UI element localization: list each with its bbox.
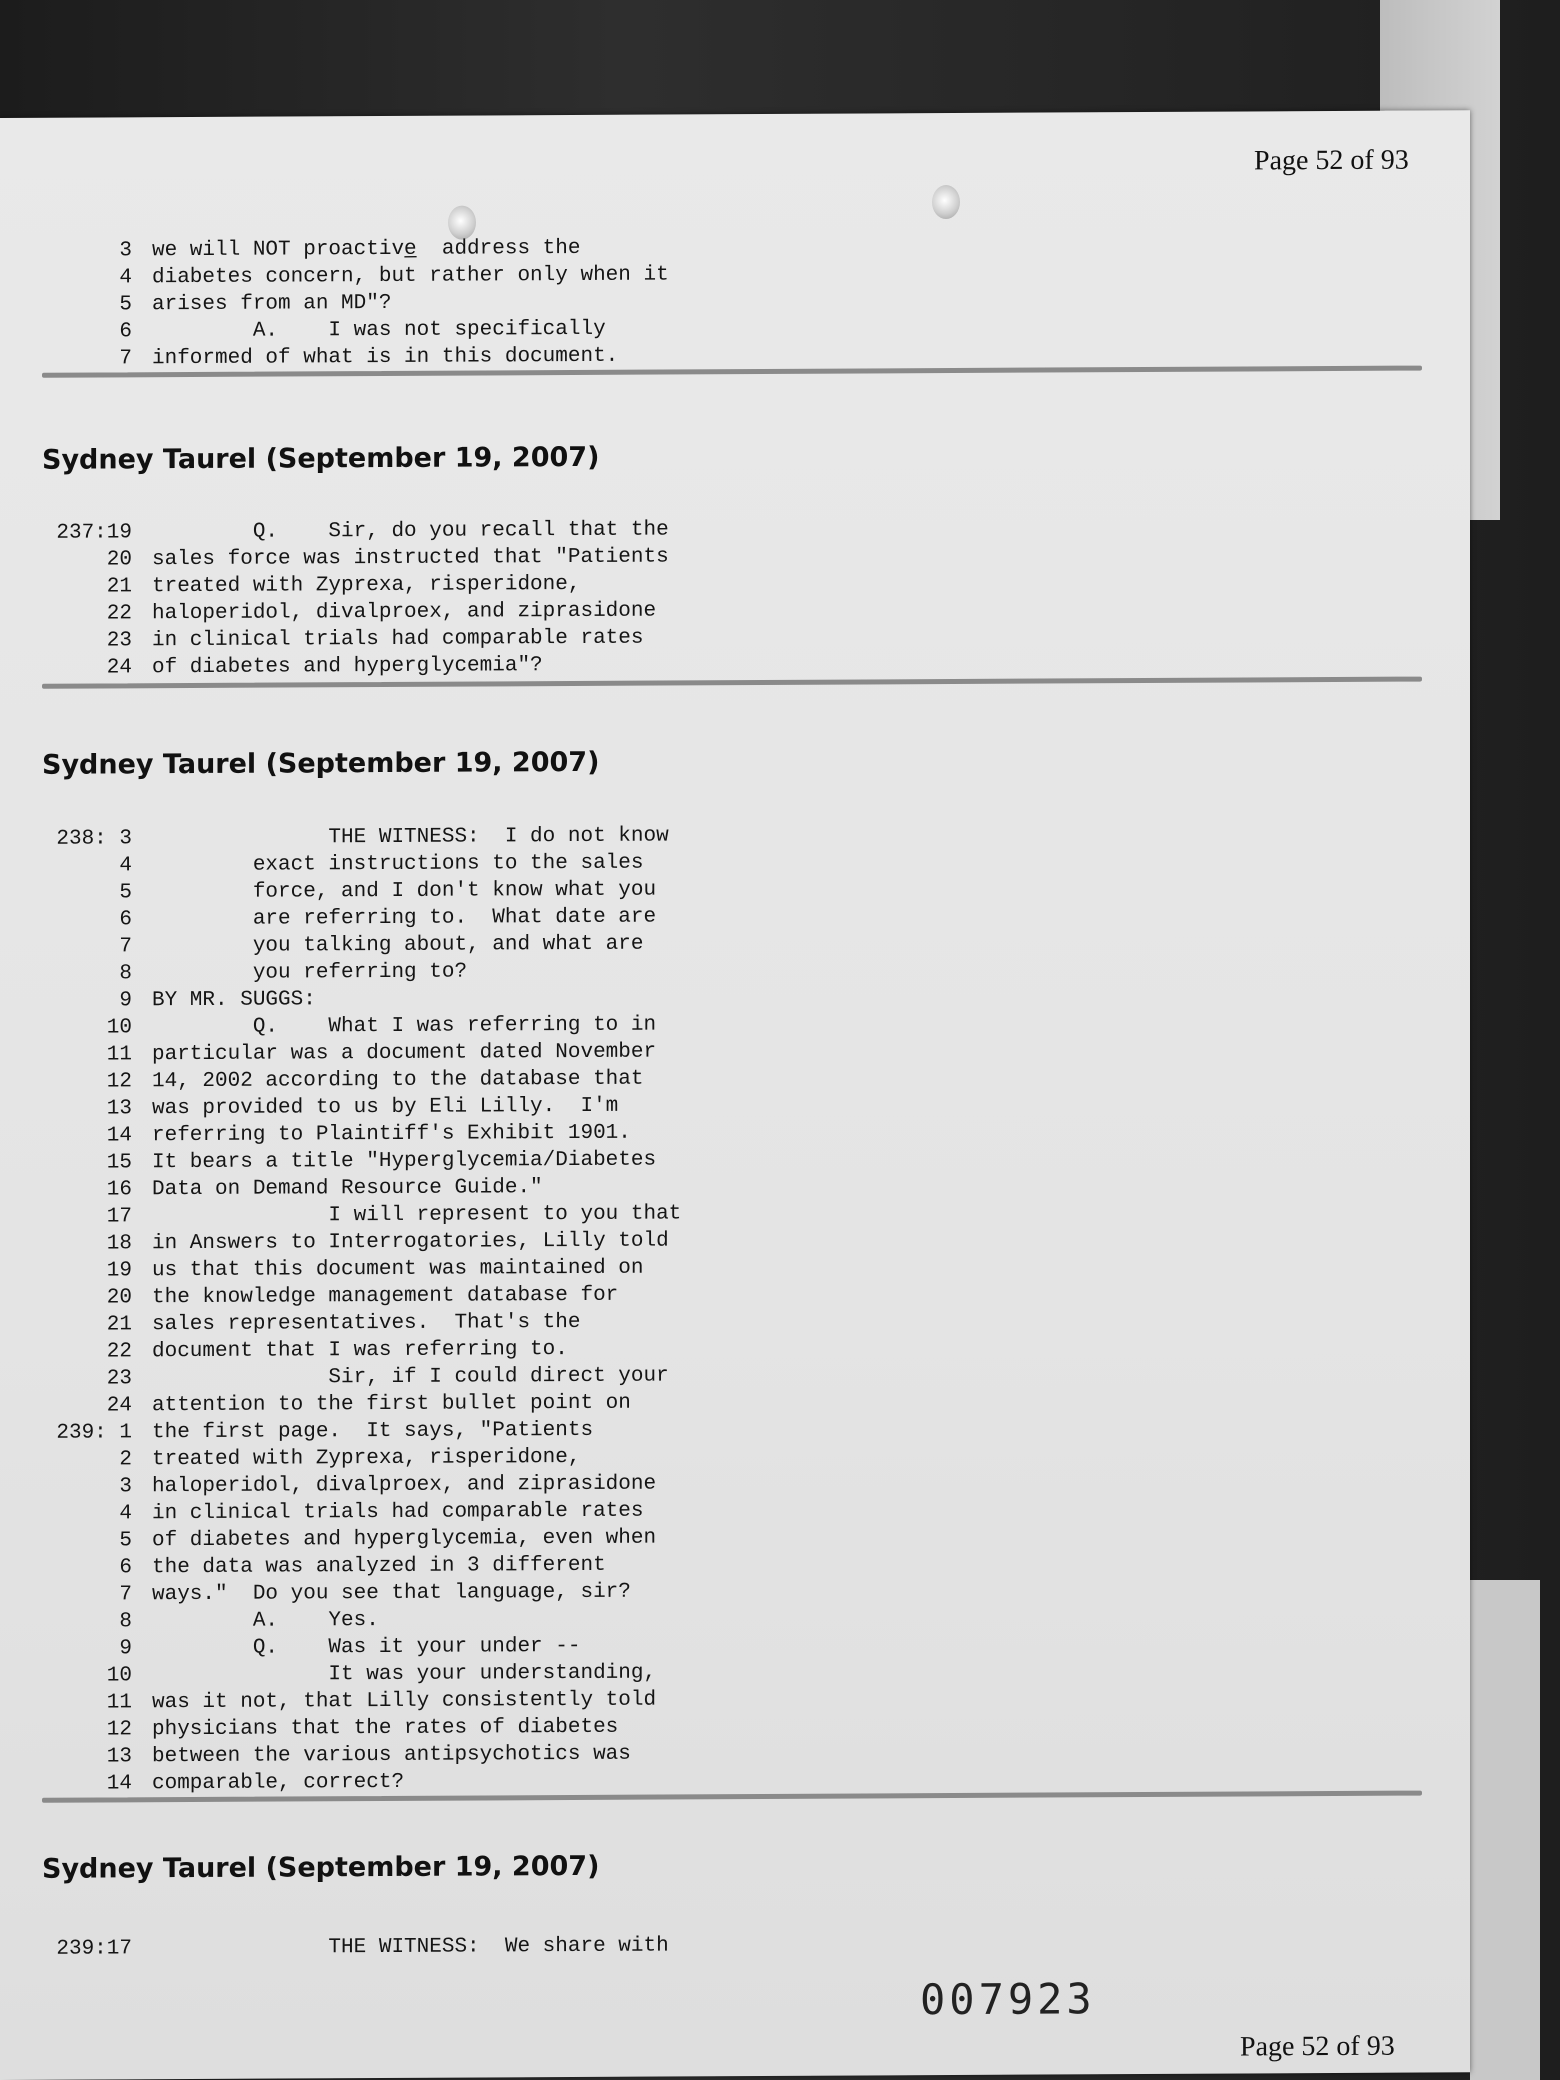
- line-text: It was your understanding,: [152, 1661, 657, 1688]
- page-number-bottom: Page 52 of 93: [1240, 2030, 1395, 2063]
- line-text: ways." Do you see that language, sir?: [152, 1580, 631, 1607]
- section-heading: Sydney Taurel (September 19, 2007): [42, 441, 600, 476]
- line-number: 6: [119, 320, 132, 344]
- line-text: Sir, if I could direct your: [152, 1364, 669, 1391]
- line-text: A. I was not specifically: [152, 317, 606, 344]
- line-number: 5: [119, 293, 132, 317]
- line-number: 21: [106, 575, 132, 599]
- line-number: 14: [106, 1772, 132, 1796]
- line-number: 24: [106, 1394, 132, 1418]
- line-text: It bears a title "Hyperglycemia/Diabetes: [152, 1148, 657, 1175]
- line-number: 23: [106, 629, 132, 653]
- line-text: comparable, correct?: [152, 1770, 405, 1796]
- line-number: 4: [119, 266, 132, 290]
- line-text: in clinical trials had comparable rates: [152, 626, 644, 653]
- line-number: 12: [106, 1718, 132, 1742]
- line-text: us that this document was maintained on: [152, 1256, 644, 1283]
- line-text: particular was a document dated November: [152, 1040, 657, 1067]
- line-number: 13: [106, 1745, 132, 1769]
- line-text: the first page. It says, "Patients: [152, 1418, 594, 1445]
- line-text: are referring to. What date are: [152, 905, 657, 932]
- line-text: haloperidol, divalproex, and ziprasidone: [152, 1472, 657, 1499]
- section-heading: Sydney Taurel (September 19, 2007): [42, 1850, 600, 1885]
- punch-hole-right: [932, 185, 960, 219]
- line-text: THE WITNESS: I do not know: [152, 824, 669, 851]
- line-text: force, and I don't know what you: [152, 878, 657, 905]
- page-number-top: Page 52 of 93: [1254, 144, 1409, 177]
- line-number: 18: [106, 1232, 132, 1256]
- line-number: 23: [106, 1367, 132, 1391]
- line-number: 13: [106, 1097, 132, 1121]
- line-text: physicians that the rates of diabetes: [152, 1715, 619, 1742]
- line-text: arises from an MD"?: [152, 291, 392, 317]
- line-text: treated with Zyprexa, risperidone,: [152, 1445, 581, 1472]
- line-text: A. Yes.: [152, 1609, 379, 1634]
- line-text: in clinical trials had comparable rates: [152, 1499, 644, 1526]
- line-number: 10: [106, 1016, 132, 1040]
- line-number: 9: [119, 989, 132, 1013]
- line-text: the knowledge management database for: [152, 1283, 619, 1310]
- line-number: 20: [106, 1286, 132, 1310]
- line-text: Data on Demand Resource Guide.": [152, 1176, 543, 1202]
- underlying-sheet-bottom: [1470, 1580, 1540, 2080]
- line-number: 239:17: [56, 1937, 132, 1961]
- line-number: 4: [119, 1502, 132, 1526]
- line-number: 22: [106, 602, 132, 626]
- line-text: BY MR. SUGGS:: [152, 988, 316, 1013]
- line-number: 5: [119, 881, 132, 905]
- line-number: 6: [119, 1556, 132, 1580]
- line-text: THE WITNESS: We share with: [152, 1934, 669, 1961]
- line-number: 24: [106, 656, 132, 680]
- line-text: you talking about, and what are: [152, 932, 644, 959]
- bates-stamp: 007923: [920, 1974, 1096, 2025]
- line-number: 4: [119, 854, 132, 878]
- line-number: 21: [106, 1313, 132, 1337]
- transcript-line: [0, 1931, 1300, 1965]
- line-number: 7: [119, 935, 132, 959]
- line-text: Q. Was it your under --: [152, 1634, 581, 1661]
- line-text: referring to Plaintiff's Exhibit 1901.: [152, 1121, 631, 1148]
- line-number: 11: [106, 1691, 132, 1715]
- line-number: 3: [119, 1475, 132, 1499]
- line-number: 17: [106, 1205, 132, 1229]
- line-number: 6: [119, 908, 132, 932]
- line-number: 238: 3: [56, 827, 132, 851]
- line-text: sales force was instructed that "Patients: [152, 545, 669, 572]
- line-text: Q. Sir, do you recall that the: [152, 518, 669, 545]
- line-text: exact instructions to the sales: [152, 851, 644, 878]
- line-number: 20: [106, 548, 132, 572]
- line-number: 22: [106, 1340, 132, 1364]
- line-number: 14: [106, 1124, 132, 1148]
- line-text: between the various antipsychotics was: [152, 1742, 631, 1769]
- line-text: we will NOT proactive̲ address the: [152, 236, 581, 263]
- line-text: of diabetes and hyperglycemia, even when: [152, 1526, 657, 1553]
- line-text: was provided to us by Eli Lilly. I'm: [152, 1094, 619, 1121]
- line-number: 7: [119, 347, 132, 371]
- line-number: 3: [119, 239, 132, 263]
- line-text: in Answers to Interrogatories, Lilly told: [152, 1229, 669, 1256]
- line-text: informed of what is in this document.: [152, 344, 619, 371]
- line-number: 237:19: [56, 521, 132, 545]
- section-heading: Sydney Taurel (September 19, 2007): [42, 746, 600, 781]
- line-number: 8: [119, 1610, 132, 1634]
- line-text: treated with Zyprexa, risperidone,: [152, 572, 581, 599]
- line-number: 12: [106, 1070, 132, 1094]
- line-number: 5: [119, 1529, 132, 1553]
- line-number: 16: [106, 1178, 132, 1202]
- line-text: haloperidol, divalproex, and ziprasidone: [152, 599, 657, 626]
- line-number: 8: [119, 962, 132, 986]
- line-text: of diabetes and hyperglycemia"?: [152, 654, 543, 680]
- line-text: document that I was referring to.: [152, 1338, 568, 1364]
- line-number: 7: [119, 1583, 132, 1607]
- line-text: was it not, that Lilly consistently told: [152, 1688, 657, 1715]
- line-number: 2: [119, 1448, 132, 1472]
- line-text: 14, 2002 according to the database that: [152, 1067, 644, 1094]
- line-text: sales representatives. That's the: [152, 1310, 581, 1337]
- line-number: 10: [106, 1664, 132, 1688]
- punch-hole-left: [448, 206, 476, 240]
- line-number: 9: [119, 1637, 132, 1661]
- transcript-page: [0, 110, 1470, 2080]
- line-number: 11: [106, 1043, 132, 1067]
- line-text: you referring to?: [152, 960, 468, 986]
- line-text: the data was analyzed in 3 different: [152, 1553, 606, 1580]
- line-number: 19: [106, 1259, 132, 1283]
- line-number: 239: 1: [56, 1421, 132, 1445]
- line-text: I will represent to you that: [152, 1202, 682, 1229]
- line-text: attention to the first bullet point on: [152, 1391, 631, 1418]
- line-number: 15: [106, 1151, 132, 1175]
- line-text: Q. What I was referring to in: [152, 1013, 657, 1040]
- line-text: diabetes concern, but rather only when it: [152, 263, 669, 290]
